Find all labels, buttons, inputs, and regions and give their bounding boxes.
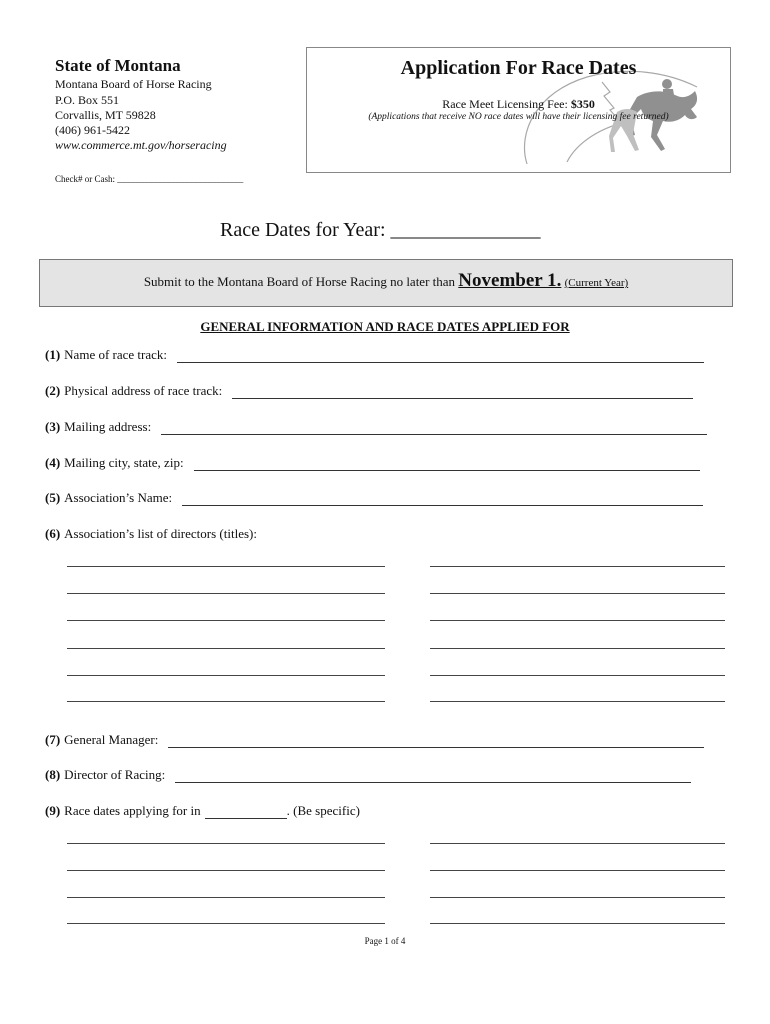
race-track-name-input[interactable]: [177, 350, 704, 363]
director-line[interactable]: [67, 701, 385, 702]
race-year-input[interactable]: [205, 807, 287, 819]
field-number: (8): [45, 767, 61, 782]
board-name: Montana Board of Horse Racing: [55, 77, 212, 91]
race-date-line[interactable]: [430, 897, 725, 898]
field-label: Director of Racing:: [64, 767, 166, 782]
field-label-suffix: . (Be specific): [286, 803, 360, 818]
field-number: (9): [45, 803, 61, 818]
director-line[interactable]: [67, 648, 385, 649]
director-line[interactable]: [430, 648, 725, 649]
po-box: P.O. Box 551: [55, 93, 120, 107]
state-title: State of Montana: [55, 56, 181, 75]
deadline-suffix: (Current Year): [564, 277, 629, 289]
general-manager-input[interactable]: [168, 735, 704, 748]
application-header-box: [306, 47, 731, 173]
field-number: (4): [45, 455, 61, 470]
deadline-prefix: Submit to the Montana Board of Horse Racing no later than: [143, 274, 456, 289]
association-name-input[interactable]: [182, 493, 703, 506]
mailing-city-state-zip-input[interactable]: [194, 458, 700, 471]
field-mailing-city: [45, 455, 700, 471]
phone-number: (406) 961-5422: [55, 123, 130, 137]
field-directors-list: [45, 526, 257, 542]
physical-address-input[interactable]: [232, 386, 693, 399]
field-general-manager: [45, 732, 704, 748]
field-label: Mailing city, state, zip:: [64, 455, 184, 470]
director-line[interactable]: [430, 566, 725, 567]
director-line[interactable]: [67, 566, 385, 567]
race-date-line[interactable]: [67, 843, 385, 844]
field-number: (1): [45, 347, 61, 362]
city-state-zip: Corvallis, MT 59828: [55, 108, 156, 122]
race-date-line[interactable]: [430, 923, 725, 924]
director-line[interactable]: [67, 593, 385, 594]
field-label: Name of race track:: [64, 347, 168, 362]
field-number: (3): [45, 419, 61, 434]
director-line[interactable]: [430, 593, 725, 594]
race-date-line[interactable]: [67, 870, 385, 871]
website-link: www.commerce.mt.gov/horseracing: [55, 138, 227, 152]
field-number: (7): [45, 732, 61, 747]
check-or-cash-line: Check# or Cash: ____________________________: [55, 174, 244, 184]
director-line[interactable]: [430, 620, 725, 621]
field-label: Association’s Name:: [64, 490, 173, 505]
race-date-line[interactable]: [67, 923, 385, 924]
licensing-fee-amount: $350: [570, 97, 595, 111]
field-association-name: [45, 490, 703, 506]
field-mailing-address: [45, 419, 707, 435]
race-date-line[interactable]: [67, 897, 385, 898]
field-race-track-name: [45, 347, 704, 363]
application-title: Application For Race Dates: [400, 57, 637, 79]
field-number: (2): [45, 383, 61, 398]
field-label: Mailing address:: [64, 419, 152, 434]
fee-refund-note: (Applications that receive NO race dates will have their licensing fee returned): [368, 112, 669, 122]
section-heading: GENERAL INFORMATION AND RACE DATES APPLIED FOR: [200, 319, 570, 334]
page-number: Page 1 of 4: [364, 936, 406, 946]
submission-deadline-text: [40, 270, 732, 292]
director-line[interactable]: [430, 701, 725, 702]
submission-deadline-box: [39, 259, 733, 307]
field-label: General Manager:: [64, 732, 159, 747]
mailing-address-input[interactable]: [161, 422, 707, 435]
deadline-date: November 1.: [458, 270, 562, 291]
director-line[interactable]: [430, 675, 725, 676]
field-number: (5): [45, 490, 61, 505]
director-line[interactable]: [67, 620, 385, 621]
director-of-racing-input[interactable]: [175, 770, 691, 783]
licensing-fee-label: Race Meet Licensing Fee:: [442, 97, 568, 111]
field-label: Physical address of race track:: [64, 383, 223, 398]
field-label: Race dates applying for in: [64, 803, 201, 818]
field-number: (6): [45, 526, 61, 541]
director-line[interactable]: [67, 675, 385, 676]
field-race-dates: [45, 803, 360, 819]
field-director-of-racing: [45, 767, 691, 783]
race-date-line[interactable]: [430, 870, 725, 871]
field-label: Association’s list of directors (titles):: [64, 526, 257, 541]
field-physical-address: [45, 383, 693, 399]
race-date-line[interactable]: [430, 843, 725, 844]
race-dates-year[interactable]: Race Dates for Year: _______________: [220, 219, 541, 241]
licensing-fee: [307, 97, 730, 112]
